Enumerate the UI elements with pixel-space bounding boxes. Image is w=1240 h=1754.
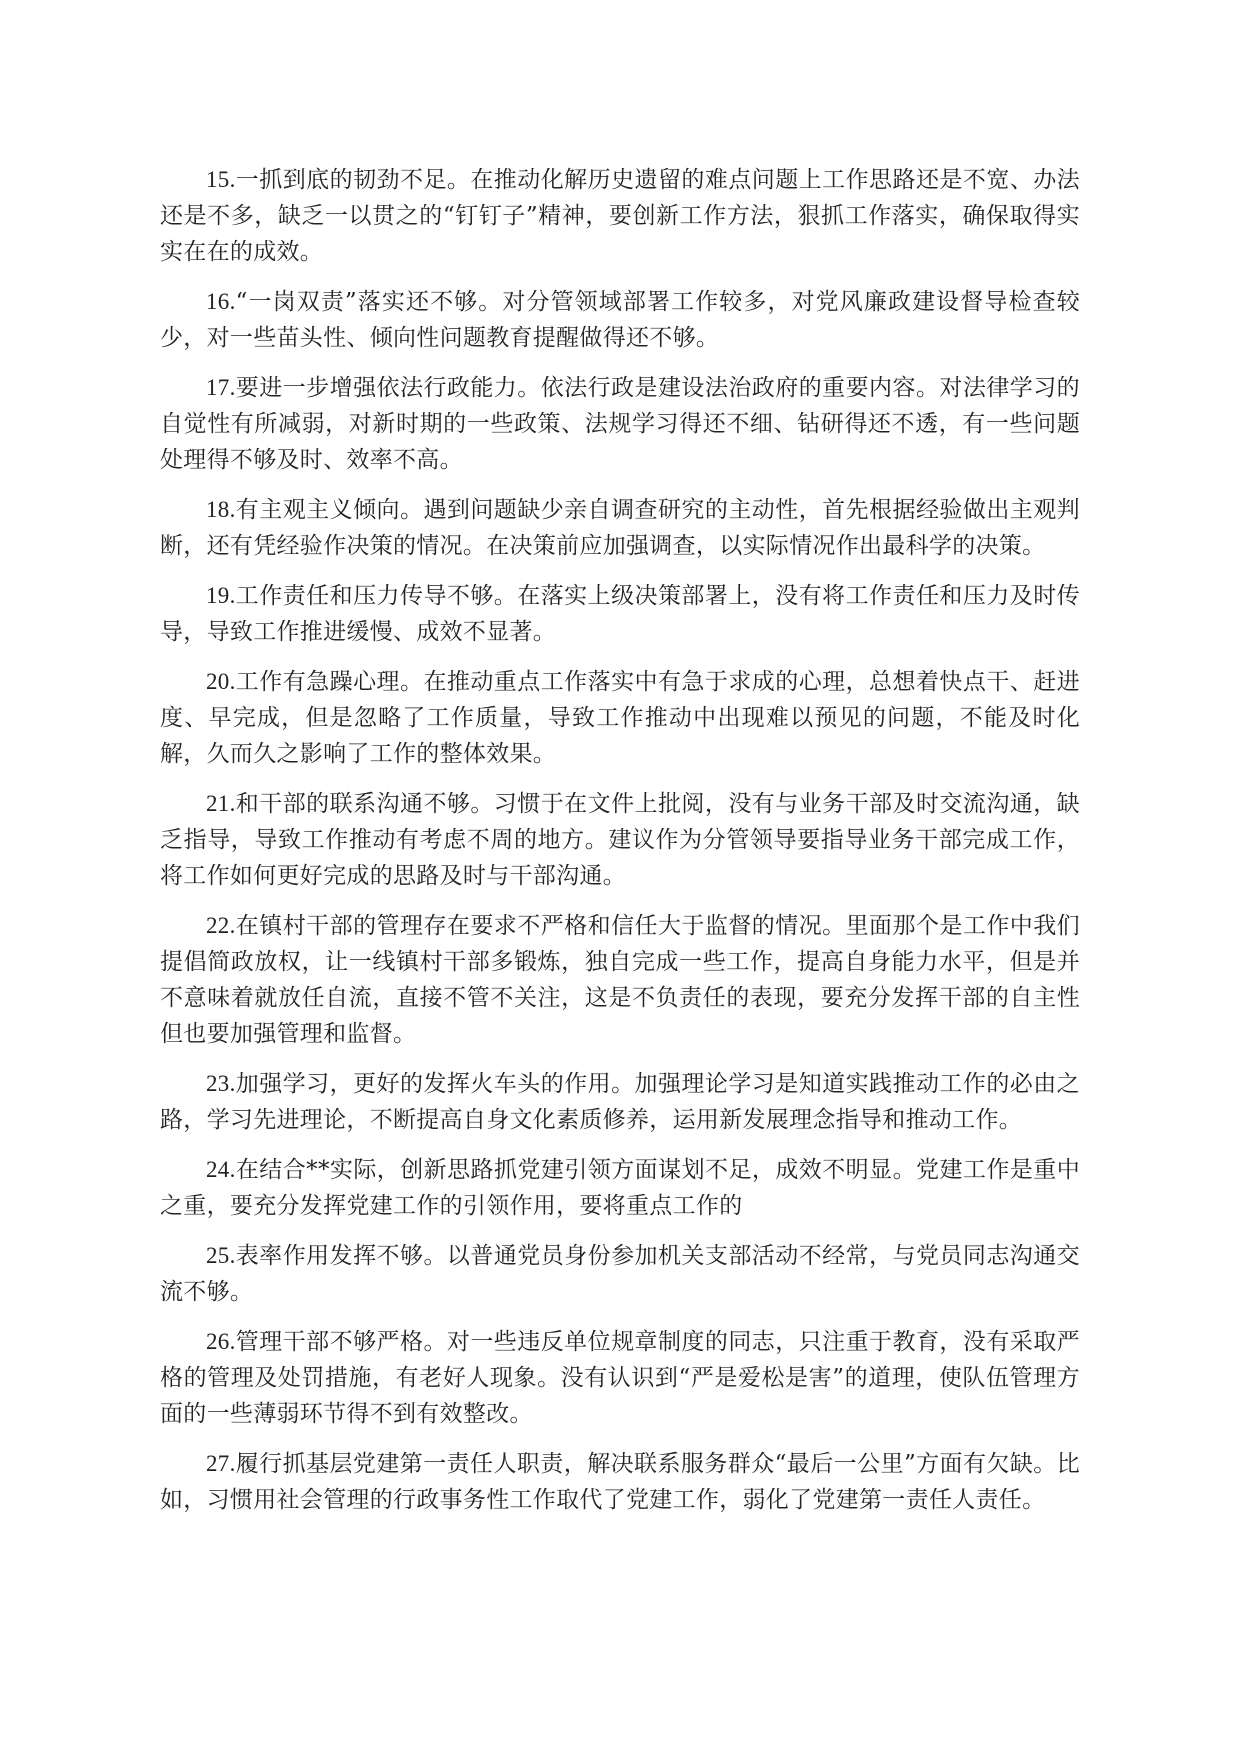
item-text: 表率作用发挥不够。以普通党员身份参加机关支部活动不经常，与党员同志沟通交流不够。 <box>160 1243 1080 1305</box>
item-text: 一抓到底的韧劲不足。在推动化解历史遗留的难点问题上工作思路还是不宽、办法还是不多，缺乏一以贯之的“钉钉子”精神，要创新工作方法，狠抓工作落实，确保取得实实在在的成效。 <box>160 167 1080 265</box>
item-text: “一岗双责”落实还不够。对分管领域部署工作较多，对党风廉政建设督导检查较少，对一些苗头性、倾向性问题教育提醒做得还不够。 <box>160 289 1080 351</box>
item-number: 18. <box>206 497 236 522</box>
item-number: 27. <box>206 1451 236 1476</box>
list-item <box>160 1066 1080 1138</box>
list-item <box>160 162 1080 270</box>
item-number: 20. <box>206 669 236 694</box>
item-text: 工作有急躁心理。在推动重点工作落实中有急于求成的心理，总想着快点干、赶进度、早完成，但是忽略了工作质量，导致工作推动中出现难以预见的问题，不能及时化解，久而久之影响了工作的整体效果。 <box>160 669 1080 767</box>
list-item <box>160 1446 1080 1518</box>
item-text: 工作责任和压力传导不够。在落实上级决策部署上，没有将工作责任和压力及时传导，导致工作推进缓慢、成效不显著。 <box>160 583 1080 645</box>
list-item <box>160 284 1080 356</box>
item-number: 19. <box>206 583 236 608</box>
list-item <box>160 1152 1080 1224</box>
item-number: 23. <box>206 1071 236 1096</box>
list-item <box>160 786 1080 894</box>
item-text: 管理干部不够严格。对一些违反单位规章制度的同志，只注重于教育，没有采取严格的管理及处罚措施，有老好人现象。没有认识到“严是爱松是害”的道理，使队伍管理方面的一些薄弱环节得不到有效整改。 <box>160 1329 1080 1427</box>
list-item <box>160 578 1080 650</box>
list-item <box>160 908 1080 1052</box>
item-number: 24. <box>206 1157 236 1182</box>
list-item <box>160 492 1080 564</box>
item-number: 16. <box>206 289 236 314</box>
item-text: 在结合**实际，创新思路抓党建引领方面谋划不足，成效不明显。党建工作是重中之重，要充分发挥党建工作的引领作用，要将重点工作的 <box>160 1157 1080 1219</box>
item-number: 26. <box>206 1329 236 1354</box>
item-number: 22. <box>206 913 236 938</box>
item-number: 15. <box>206 167 236 192</box>
list-item <box>160 370 1080 478</box>
list-item <box>160 664 1080 772</box>
list-item <box>160 1324 1080 1432</box>
document-body <box>160 162 1080 1518</box>
item-text: 履行抓基层党建第一责任人职责，解决联系服务群众“最后一公里”方面有欠缺。比如，习惯用社会管理的行政事务性工作取代了党建工作，弱化了党建第一责任人责任。 <box>160 1451 1080 1513</box>
list-item <box>160 1238 1080 1310</box>
item-number: 21. <box>206 791 236 816</box>
item-text: 在镇村干部的管理存在要求不严格和信任大于监督的情况。里面那个是工作中我们提倡简政放权，让一线镇村干部多锻炼，独自完成一些工作，提高自身能力水平，但是并不意味着就放任自流，直接不管不关注，这是不负责任的表现，要充分发挥干部的自主性但也要加强管理和监督。 <box>160 913 1080 1047</box>
item-text: 加强学习，更好的发挥火车头的作用。加强理论学习是知道实践推动工作的必由之路，学习先进理论，不断提高自身文化素质修养，运用新发展理念指导和推动工作。 <box>160 1071 1080 1133</box>
item-text: 有主观主义倾向。遇到问题缺少亲自调查研究的主动性，首先根据经验做出主观判断，还有凭经验作决策的情况。在决策前应加强调查，以实际情况作出最科学的决策。 <box>160 497 1080 559</box>
item-text: 要进一步增强依法行政能力。依法行政是建设法治政府的重要内容。对法律学习的自觉性有所减弱，对新时期的一些政策、法规学习得还不细、钻研得还不透，有一些问题处理得不够及时、效率不高。 <box>160 375 1080 473</box>
item-number: 17. <box>206 375 236 400</box>
item-number: 25. <box>206 1243 236 1268</box>
item-text: 和干部的联系沟通不够。习惯于在文件上批阅，没有与业务干部及时交流沟通，缺乏指导，导致工作推动有考虑不周的地方。建议作为分管领导要指导业务干部完成工作，将工作如何更好完成的思路及时与干部沟通。 <box>160 791 1080 889</box>
